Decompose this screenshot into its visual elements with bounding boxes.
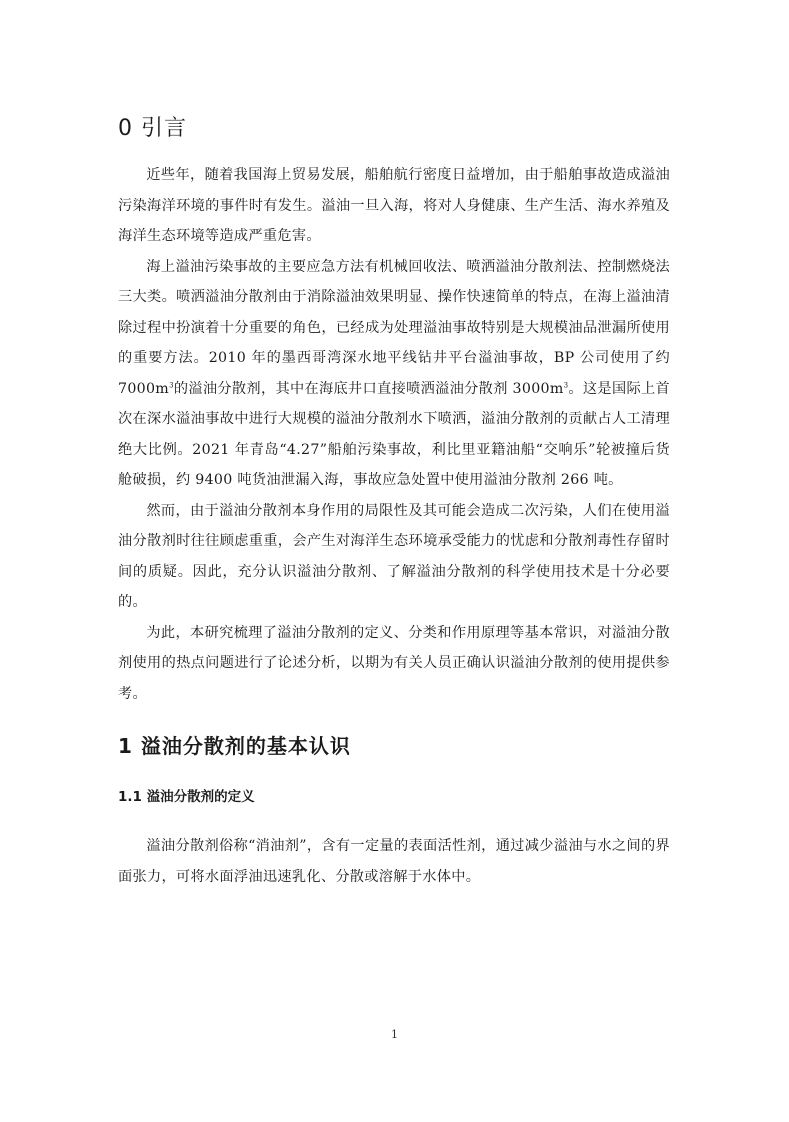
intro-paragraph-2-part-1: 海上溢油污染事故的主要应急方法有机械回收法、喷洒溢油分散剂法、控制燃烧法三大类。喷洒溢油分散剂由于消除溢油效果明显、操作快速简单的特点，在海上溢油清除过程中扮演着十分重要的角色，已经成为处理溢油事故特别是大规模油品泄漏所使用的重要方法。2010 年的墨西哥湾深水地平线钻井平台溢油事故，BP 公司使用了约 7000m — [118, 258, 670, 397]
intro-paragraph-2-part-2: 的溢油分散剂，其中在海底井口直接喷洒溢油分散剂 3000m — [173, 380, 564, 397]
cubic-superscript: 3 — [563, 380, 569, 389]
cubic-superscript: 3 — [169, 380, 174, 389]
page-content — [118, 112, 670, 892]
definition-paragraph: 溢油分散剂俗称“消油剂”，含有一定量的表面活性剂，通过减少溢油与水之间的界面张力，可将水面浮油迅速乳化、分散或溶解于水体中。 — [118, 838, 670, 885]
intro-paragraph-2 — [118, 252, 670, 496]
intro-paragraph-4: 为此，本研究梳理了溢油分散剂的定义、分类和作用原理等基本常识，对溢油分散剂使用的热点问题进行了论述分析，以期为有关人员正确认识溢油分散剂的使用提供参考。 — [118, 624, 670, 702]
section-heading-basics: 1 溢油分散剂的基本认识 — [118, 734, 351, 758]
subsection-heading-definition: 1.1 溢油分散剂的定义 — [118, 789, 255, 805]
intro-paragraph-3: 然而，由于溢油分散剂本身作用的局限性及其可能会造成二次污染，人们在使用溢油分散剂时往往顾虑重重，会产生对海洋生态环境承受能力的忧虑和分散剂毒性存留时间的质疑。因此，充分认识溢油分散剂、了解溢油分散剂的科学使用技术是十分必要的。 — [118, 502, 670, 610]
page-number: 1 — [391, 1028, 398, 1041]
section-heading-intro: 0 引言 — [118, 116, 187, 141]
intro-paragraph-1: 近些年，随着我国海上贸易发展，船舶航行密度日益增加，由于船舶事故造成溢油污染海洋环境的事件时有发生。溢油一旦入海，将对人身健康、生产生活、海水养殖及海洋生态环境等造成严重危害。 — [118, 167, 670, 244]
intro-paragraph-2-part-3: 。这是国际上首次在深水溢油事故中进行大规模的溢油分散剂水下喷洒，溢油分散剂的贡献占人工清理绝大比例。2021 年青岛“4.27”船舶污染事故，利比里亚籍油船“交响乐”轮被撞后货舱破损，约 9400 吨货油泄漏入海，事故应急处置中使用溢油分散剂 266 吨。 — [118, 380, 670, 488]
